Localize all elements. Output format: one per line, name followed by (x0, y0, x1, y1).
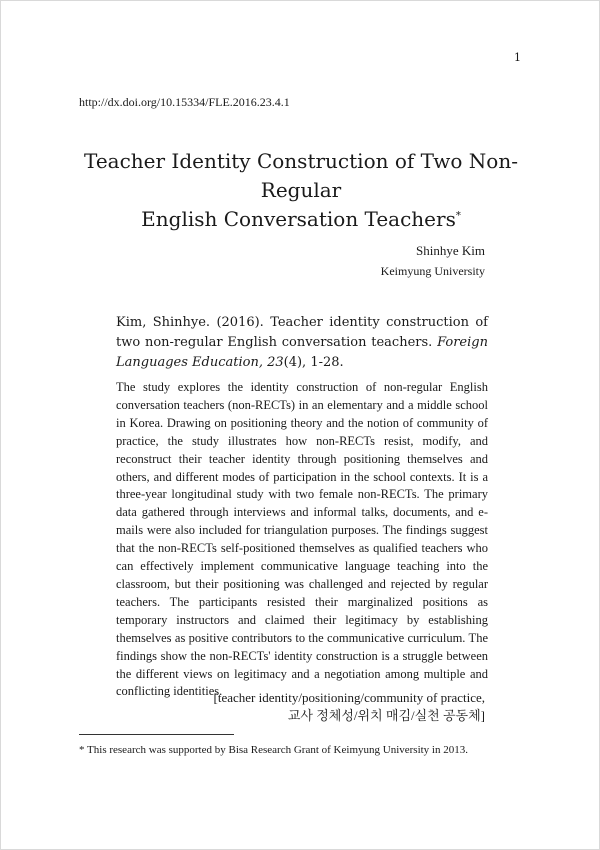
title-line-2-text: English Conversation Teachers (141, 207, 456, 231)
author-affiliation: Keimyung University (380, 264, 485, 278)
title-line-2 (51, 205, 551, 234)
title-line-1: Teacher Identity Construction of Two Non-Regular (84, 149, 518, 202)
author-name: Shinhye Kim (416, 243, 485, 258)
footnote-mark: * (455, 210, 461, 222)
footnote: * This research was supported by Bisa Research Grant of Keimyung University in 2013. (79, 744, 468, 756)
keywords-line-2: 교사 정체성/위치 매김/실천 공동체] (287, 708, 485, 723)
doi-link[interactable]: http://dx.doi.org/10.15334/FLE.2016.23.4.1 (79, 95, 290, 109)
page-number: 1 (514, 51, 521, 64)
citation-prefix: Kim, Shinhye. (2016). Teacher identity construction of two non-regular English conversation teachers. (116, 315, 488, 350)
citation-rest: (4), 1-28. (283, 355, 344, 370)
citation-volume: 23 (267, 355, 284, 370)
abstract: The study explores the identity construction of non-regular English conversation teachers (non-RECTs) in an elementary and a middle school in Korea. Drawing on positioning theory and the notion of community of practice, the study illustrates how non-RECTs resist, modify, and reconstruct their teacher identity through positioning themselves and others, and different modes of participation in the school contexts. It is a three-year longitudinal study with two female non-RECTs. The primary data gathered through interviews and informal talks, documents, and e-mails were also included for triangulation purposes. The findings suggest that the non-RECTs self-positioned themselves as qualified teachers who can effectively implement communicative language teaching into the classroom, but their positioning was challenged and rejected by regular teachers. The participants resisted their marginalized positions as temporary instructors and claimed their legitimacy by establishing themselves as positive contributors to the communicative curriculum. The findings show the non-RECTs' identity construction is a struggle between the different views on legitimacy and a negotiation among multiple and conflicting identities. (116, 380, 488, 699)
keywords-line-1: [teacher identity/positioning/community of practice, (213, 690, 485, 705)
author-block (381, 241, 485, 281)
citation-journal: Foreign Languages Education, (116, 335, 488, 370)
footnote-divider (79, 734, 234, 735)
paper-title (51, 147, 551, 234)
citation (116, 313, 488, 373)
keywords (155, 689, 485, 725)
